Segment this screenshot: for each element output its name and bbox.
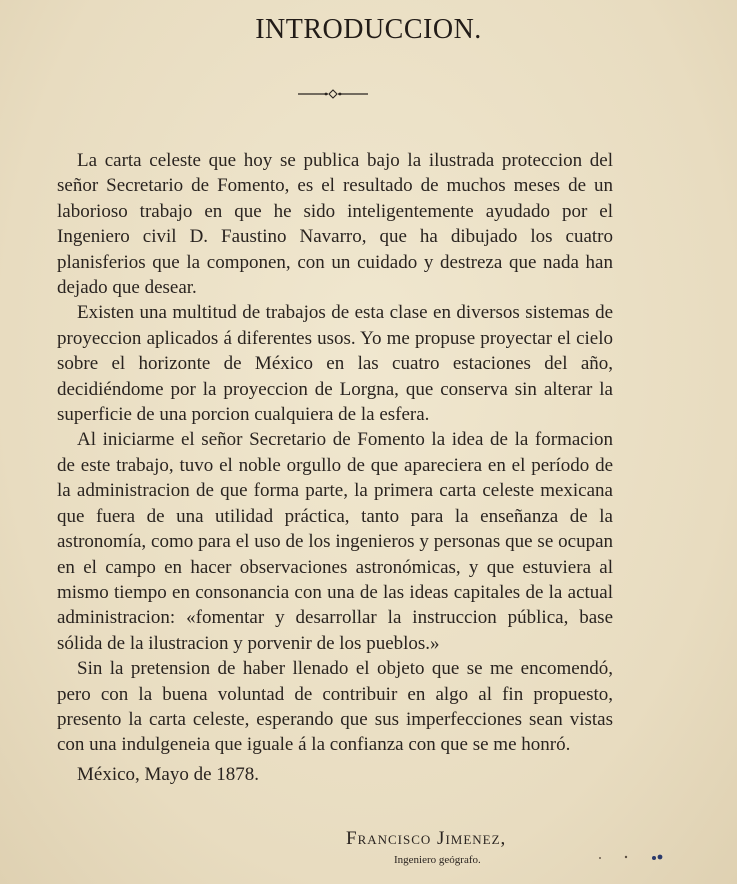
ink-specks [590,848,680,868]
dateline: México, Mayo de 1878. [77,764,260,785]
paragraph-4: Sin la pretension de haber llenado el objeto que se me encomendó, pero con la buena voluntad de contribuir en algo al fin propuesto, presento la carta celeste, esperando que sus imperfecciones sean vistas con una indulgeneia que iguale á la confianza con que se me honró. [57,658,613,756]
signature-title: Ingeniero geógrafo. [394,854,481,866]
paragraph-1: La carta celeste que hoy se publica bajo la ilustrada proteccion del señor Secretario de Fomento, es el resultado de muchos meses de un laborioso trabajo en que he sido inteligentemente ayudado por el Ingeniero civil D. Faustino Navarro, que ha dibujado los cuatro planisferios que la componen, con un cuidado y destreza que nada han dejado que desear. [57,150,613,299]
signature-name: Francisco Jimenez, [346,828,507,849]
divider-ornament [298,88,368,100]
introduction-body [57,148,613,758]
paragraph-2: Existen una multitud de trabajos de esta clase en diversos sistemas de proyeccion aplicados á diferentes usos. Yo me propuse proyectar el cielo sobre el horizonte de México en las cuatro estaciones del año, decidiéndome por la proyeccion de Lorgna, que conserva sin alterar la superficie de una porcion cualquiera de la esfera. [57,302,613,426]
paragraph-3: Al iniciarme el señor Secretario de Fomento la idea de la formacion de este trabajo, tuvo el noble orgullo de que apareciera en el período de la administracion de que forma parte, la primera carta celeste mexicana que fuera de una utilidad práctica, tanto para la enseñanza de la astronomía, como para el uso de los ingenieros y personas que se ocupan en el campo en hacer observaciones astronómicas, y que estuviera al mismo tiempo en consonancia con una de las ideas capitales de la actual administracion: «fomentar y desarrollar la instruccion pública, base sólida de la ilustracion y porvenir de los pueblos.» [57,429,613,654]
page-title: INTRODUCCION. [255,14,482,45]
